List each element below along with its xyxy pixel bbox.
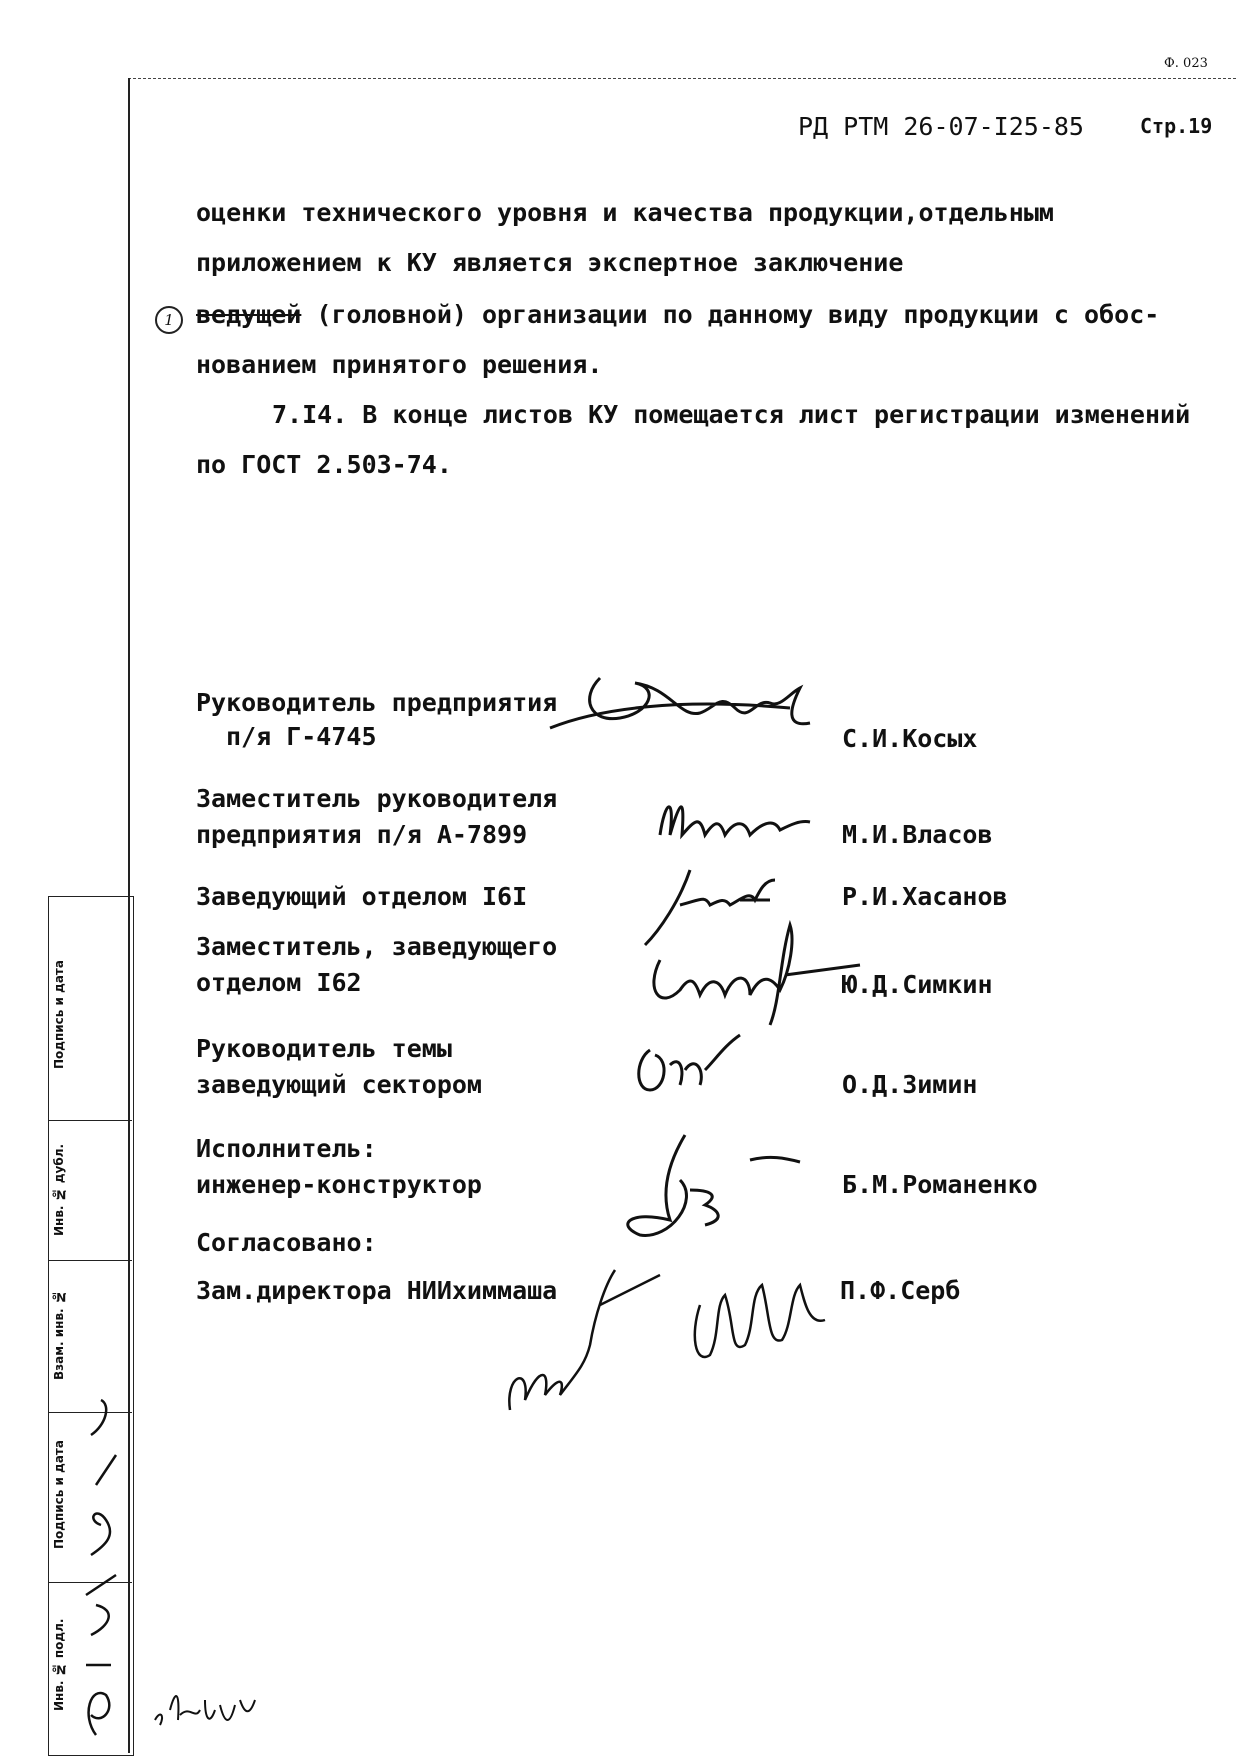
- document-number: РД РТМ 26-07-I25-85: [798, 112, 1084, 141]
- signatory-2-name: М.И.Власов: [842, 820, 993, 849]
- signatory-6-subtitle: инженер-конструктор: [196, 1170, 482, 1199]
- revision-mark: 1: [155, 306, 183, 334]
- body-line-1: оценки технического уровня и качества продукции,отдельным: [196, 198, 1054, 227]
- struck-word: ведущей: [196, 300, 302, 329]
- approval-name: П.Ф.Серб: [840, 1276, 961, 1305]
- body-line-2: приложением к КУ является экспертное заключение: [196, 248, 904, 277]
- signatory-1-name: С.И.Косых: [842, 724, 978, 753]
- signature-2: [650, 790, 830, 850]
- body-line-4: нованием принятого решения.: [196, 350, 603, 379]
- body-line-5: 7.I4. В конце листов КУ помещается лист регистрации изменений: [272, 400, 1191, 429]
- form-code: Ф. 023: [1164, 56, 1208, 71]
- stamp-label-signature-date-2: Подпись и дата: [52, 1440, 66, 1550]
- stamp-label-duplicate-inv: Инв. № дубл.: [52, 1143, 66, 1237]
- signatory-4-subtitle: отделом I62: [196, 968, 362, 997]
- signatory-4-name: Ю.Д.Симкин: [842, 970, 993, 999]
- frame-top-border: [128, 78, 1236, 79]
- stamp-handwriting: [76, 1395, 146, 1745]
- stamp-label-original-inv: Инв. № подл.: [52, 1618, 66, 1712]
- stamp-divider-1: [48, 1120, 132, 1121]
- signatory-1-title: Руководитель предприятия: [196, 688, 558, 717]
- signature-7: [500, 1245, 840, 1425]
- signature-5: [630, 1030, 760, 1100]
- signature-4: [640, 920, 870, 1030]
- signatory-1-subtitle: п/я Г-4745: [226, 722, 377, 751]
- approval-heading: Согласовано:: [196, 1228, 377, 1257]
- page-number: Стр.19: [1140, 114, 1213, 138]
- body-line-3: [196, 300, 1159, 329]
- approval-title: Зам.директора НИИхиммаша: [196, 1276, 558, 1305]
- signatory-6-title: Исполнитель:: [196, 1134, 377, 1163]
- signatory-5-title: Руководитель темы: [196, 1034, 452, 1063]
- body-line-6: по ГОСТ 2.503-74.: [196, 450, 452, 479]
- signatory-5-subtitle: заведующий сектором: [196, 1070, 482, 1099]
- body-line-3-text: (головной) организации по данному виду продукции с обос-: [316, 300, 1160, 329]
- signature-6: [610, 1130, 840, 1240]
- stamp-divider-2: [48, 1260, 132, 1261]
- stamp-label-replacement-inv: Взам. инв. №: [52, 1290, 66, 1380]
- bottom-handwritten-note: [150, 1680, 270, 1740]
- signatory-6-name: Б.М.Романенко: [842, 1170, 1038, 1199]
- signatory-3-name: Р.И.Хасанов: [842, 882, 1008, 911]
- signature-1: [540, 668, 860, 748]
- signatory-2-subtitle: предприятия п/я А-7899: [196, 820, 528, 849]
- signatory-5-name: О.Д.Зимин: [842, 1070, 978, 1099]
- signatory-3-title: Заведующий отделом I6I: [196, 882, 528, 911]
- signatory-4-title: Заместитель, заведующего: [196, 932, 558, 961]
- stamp-label-signature-date-1: Подпись и дата: [52, 960, 66, 1070]
- signatory-2-title: Заместитель руководителя: [196, 784, 558, 813]
